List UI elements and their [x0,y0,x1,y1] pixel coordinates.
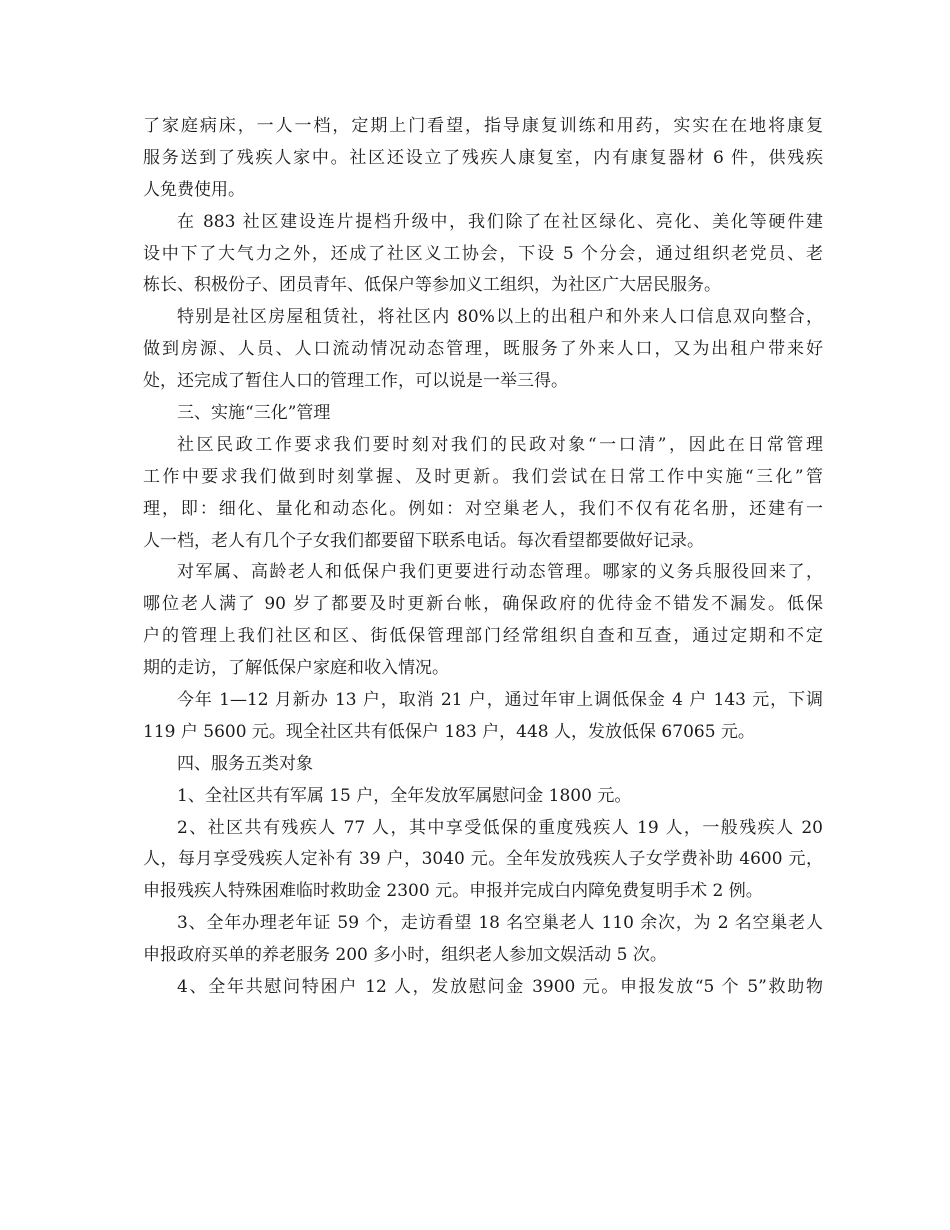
text-line: 人一档，老人有几个子女我们都要留下联系电话。每次看望都要做好记录。 [143,530,704,551]
text-line: 4、全年共慰问特困户 12 人，发放慰问金 3900 元。申报发放“5 个 5”救助物 [177,977,823,998]
text-line: 1、全社区共有军属 15 户，全年发放军属慰问金 1800 元。 [177,785,632,806]
text-line: 哪位老人满了 90 岁了都要及时更新台帐，确保政府的优待金不错发不漏发。低保 [143,594,823,615]
text-line: 人，每月享受残疾人定补有 39 户，3040 元。全年发放残疾人子女学费补助 4600 元， [143,849,823,870]
text-line: 在 883 社区建设连片提档升级中，我们除了在社区绿化、亮化、美化等硬件建 [177,211,823,232]
text-line: 对军属、高龄老人和低保户我们更要进行动态管理。哪家的义务兵服役回来了， [177,562,823,583]
text-line: 2、社区共有残疾人 77 人，其中享受低保的重度残疾人 19 人，一般残疾人 20 [177,817,823,838]
text-line: 四、服务五类对象 [177,753,313,774]
text-line: 期的走访，了解低保户家庭和收入情况。 [143,658,449,679]
text-line: 申报政府买单的养老服务 200 多小时，组织老人参加文娱活动 5 次。 [143,945,667,966]
text-line: 三、实施“三化”管理 [177,403,331,424]
text-line: 服务送到了残疾人家中。社区还设立了残疾人康复室，内有康复器材 6 件，供残疾 [143,147,823,168]
text-line: 119 户 5600 元。现全社区共有低保户 183 户，448 人，发放低保 67065 元。 [143,721,755,742]
text-line: 今年 1—12 月新办 13 户，取消 21 户，通过年审上调低保金 4 户 143 元，下调 [177,690,823,711]
text-line: 做到房源、人员、人口流动情况动态管理，既服务了外来人口，又为出租户带来好 [143,339,823,360]
text-line: 户的管理上我们社区和区、街低保管理部门经常组织自查和互查，通过定期和不定 [143,626,823,647]
text-line: 理，即：细化、量化和动态化。例如：对空巢老人，我们不仅有花名册，还建有一 [143,498,823,519]
document-body [143,111,823,1004]
text-line: 处，还完成了暂住人口的管理工作，可以说是一举三得。 [143,371,568,392]
text-line: 特别是社区房屋租赁社，将社区内 80%以上的出租户和外来人口信息双向整合， [177,307,823,328]
text-line: 栋长、积极份子、团员青年、低保户等参加义工组织，为社区广大居民服务。 [143,275,721,296]
text-line: 3、全年办理老年证 59 个，走访看望 18 名空巢老人 110 余次，为 2 名空巢老人 [177,913,823,934]
text-line: 社区民政工作要求我们要时刻对我们的民政对象“一口清”，因此在日常管理 [177,434,823,455]
text-line: 申报残疾人特殊困难临时救助金 2300 元。申报并完成白内障免费复明手术 2 例。 [143,881,763,902]
text-line: 人免费使用。 [143,179,245,200]
text-line: 设中下了大气力之外，还成了社区义工协会，下设 5 个分会，通过组织老党员、老 [143,243,823,264]
text-line: 了家庭病床，一人一档，定期上门看望，指导康复训练和用药，实实在在地将康复 [143,116,823,136]
text-line: 工作中要求我们做到时刻掌握、及时更新。我们尝试在日常工作中实施“三化”管 [143,466,823,487]
